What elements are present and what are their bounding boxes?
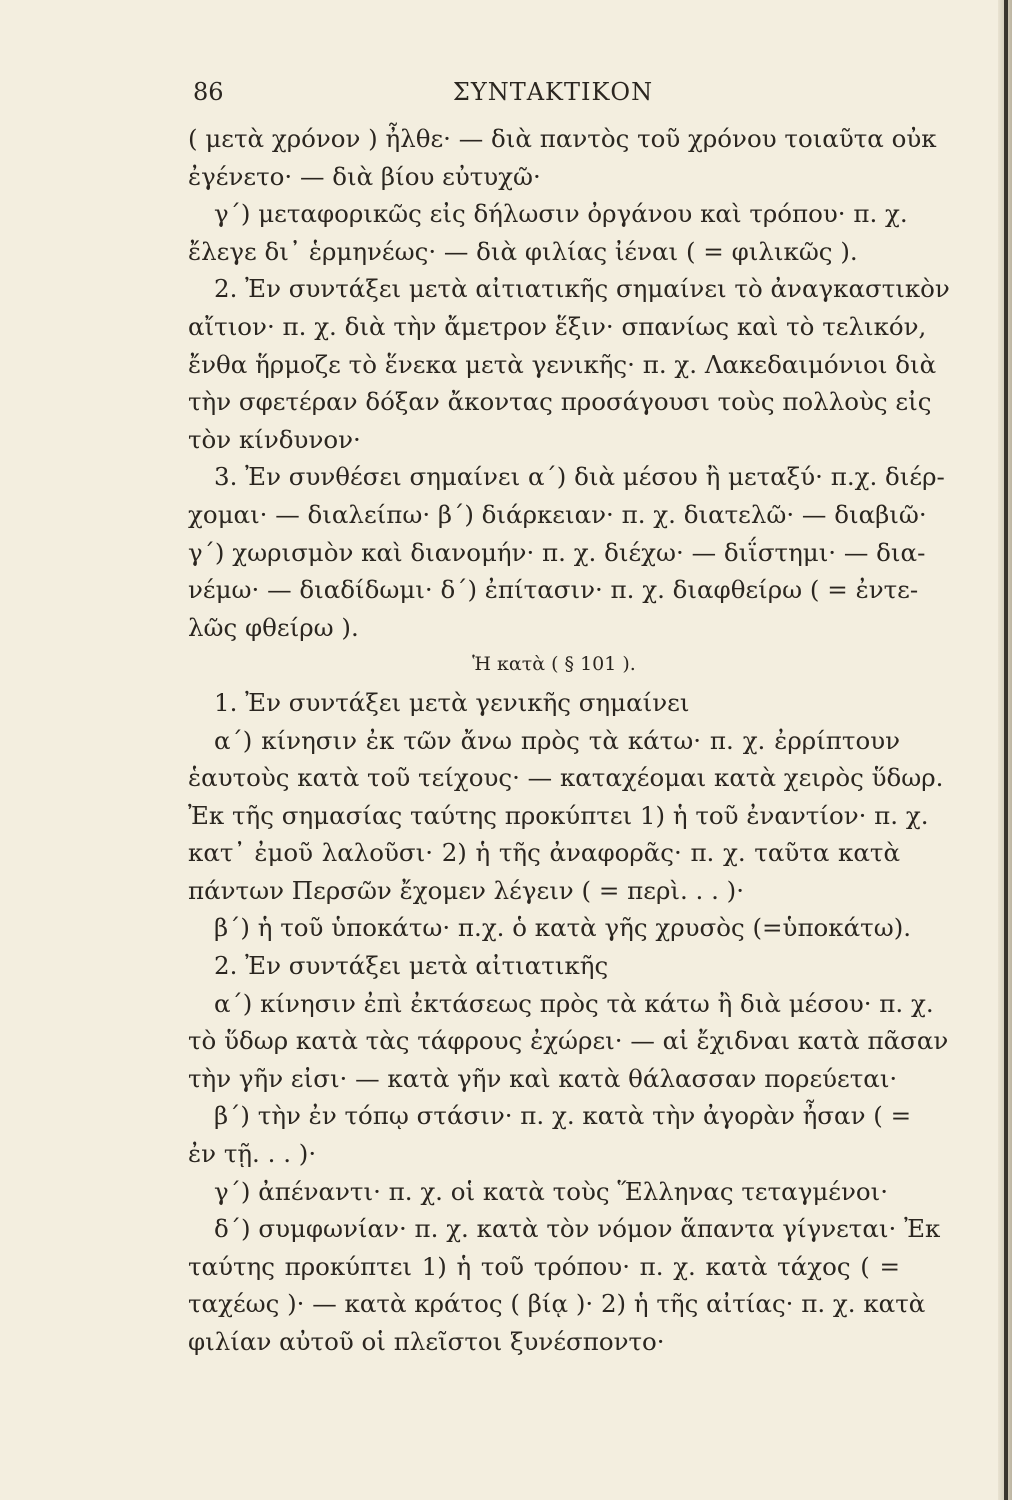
text-line: 2. Ἐν συντάξει μετὰ αἰτιατικῆς σημαίνει τὸ ἀναγκαστικὸν bbox=[214, 274, 950, 304]
text-line: β΄) τὴν ἐν τόπῳ στάσιν· π. χ. κατὰ τὴν ἀγορὰν ἦσαν ( = bbox=[214, 1101, 912, 1131]
text-line: τὴν σφετέραν δόξαν ἄκοντας προσάγουσι τοὺς πολλοὺς εἰς bbox=[188, 387, 932, 417]
text-line: α΄) κίνησιν ἐπὶ ἐκτάσεως πρὸς τὰ κάτω ἢ διὰ μέσου· π. χ. bbox=[214, 988, 934, 1018]
running-title: ΣΥΝΤΑΚΤΙΚΟΝ bbox=[452, 78, 654, 106]
text-line: 1. Ἐν συντάξει μετὰ γενικῆς σημαίνει bbox=[214, 687, 690, 717]
body-text bbox=[188, 120, 950, 1361]
text-line: δ΄) συμφωνίαν· π. χ. κατὰ τὸν νόμον ἅπαντα γίγνεται· Ἐκ bbox=[214, 1214, 941, 1244]
text-line: 3. Ἐν συνθέσει σημαίνει α΄) διὰ μέσου ἢ μεταξύ· π.χ. διέρ- bbox=[214, 462, 945, 492]
text-line: ταχέως )· — κατὰ κράτος ( βίᾳ )· 2) ἡ τῆς αἰτίας· π. χ. κατὰ bbox=[188, 1289, 926, 1319]
text-line: τὸ ὕδωρ κατὰ τὰς τάφρους ἐχώρει· — αἱ ἔχιδναι κατὰ πᾶσαν bbox=[188, 1026, 949, 1056]
text-line: αἴτιον· π. χ. διὰ τὴν ἄμετρον ἕξιν· σπανίως καὶ τὸ τελικόν, bbox=[188, 311, 927, 341]
text-line: λῶς φθείρω ). bbox=[188, 612, 359, 642]
section-heading: Ἡ κατὰ ( § 101 ). bbox=[472, 653, 636, 676]
text-line: ἐγένετο· — διὰ βίου εὐτυχῶ· bbox=[188, 161, 541, 191]
text-line: 2. Ἐν συντάξει μετὰ αἰτιατικῆς bbox=[214, 951, 609, 981]
text-line: φιλίαν αὐτοῦ οἱ πλεῖστοι ξυνέσπoντο· bbox=[188, 1327, 665, 1356]
text-line: πάντων Περσῶν ἔχομεν λέγειν ( = περὶ. . . )· bbox=[188, 875, 745, 905]
text-line: νέμω· — διαδίδωμι· δ΄) ἐπίτασιν· π. χ. διαφθείρω ( = ἐντε- bbox=[188, 575, 919, 605]
text-line: ( μετὰ χρόνον ) ἦλθε· — διὰ παντὸς τοῦ χρόνου τοιαῦτα οὐκ bbox=[188, 124, 937, 153]
text-line: ἐν τῇ. . . )· bbox=[188, 1139, 317, 1169]
text-line: ταύτης προκύπτει 1) ἡ τοῦ τρόπου· π. χ. κατὰ τάχος ( = bbox=[188, 1251, 900, 1281]
text-line: ἔλεγε δι᾽ ἑρμηνέως· — διὰ φιλίας ἰέναι ( = φιλικῶς ). bbox=[188, 236, 858, 266]
text-line: ἑαυτοὺς κατὰ τοῦ τείχους· — καταχέομαι κατὰ χειρὸς ὕδωρ. bbox=[188, 763, 944, 793]
text-line: τὴν γῆν εἰσι· — κατὰ γῆν καὶ κατὰ θάλασσαν πορεύεται· bbox=[188, 1063, 898, 1093]
text-line: κατ᾽ ἐμοῦ λαλοῦσι· 2) ἡ τῆς ἀναφορᾶς· π. χ. ταῦτα κατὰ bbox=[188, 838, 900, 868]
text-line: α΄) κίνησιν ἐκ τῶν ἄνω πρὸς τὰ κάτω· π. χ. ἐρρίπτουν bbox=[214, 725, 900, 755]
text-line: γ΄) χωρισμὸν καὶ διανομήν· π. χ. διέχω· — διΐστημι· — δια- bbox=[188, 537, 926, 567]
text-line: τὸν κίνδυνον· bbox=[188, 424, 361, 454]
page-number: 86 bbox=[193, 78, 224, 106]
text-line: χομαι· — διαλείπω· β΄) διάρκειαν· π. χ. διατελῶ· — διαβιῶ· bbox=[188, 499, 927, 529]
text-line: Ἐκ τῆς σημασίας ταύτης προκύπτει 1) ἡ τοῦ ἐναντίον· π. χ. bbox=[188, 800, 929, 830]
page-header bbox=[193, 78, 913, 118]
text-line: γ΄) ἀπέναντι· π. χ. οἱ κατὰ τοὺς Ἕλληνας τεταγμένοι· bbox=[214, 1176, 889, 1206]
text-line: ἔνθα ἥρμοζε τὸ ἕνεκα μετὰ γενικῆς· π. χ. Λακεδαιμόνιοι διὰ bbox=[188, 349, 937, 379]
text-line: γ΄) μεταφορικῶς εἰς δήλωσιν ὀργάνου καὶ τρόπου· π. χ. bbox=[214, 199, 908, 229]
binding-shadow bbox=[1004, 0, 1008, 1500]
text-line: β΄) ἡ τοῦ ὑποκάτω· π.χ. ὁ κατὰ γῆς χρυσὸς (=ὑποκάτω). bbox=[214, 913, 912, 943]
